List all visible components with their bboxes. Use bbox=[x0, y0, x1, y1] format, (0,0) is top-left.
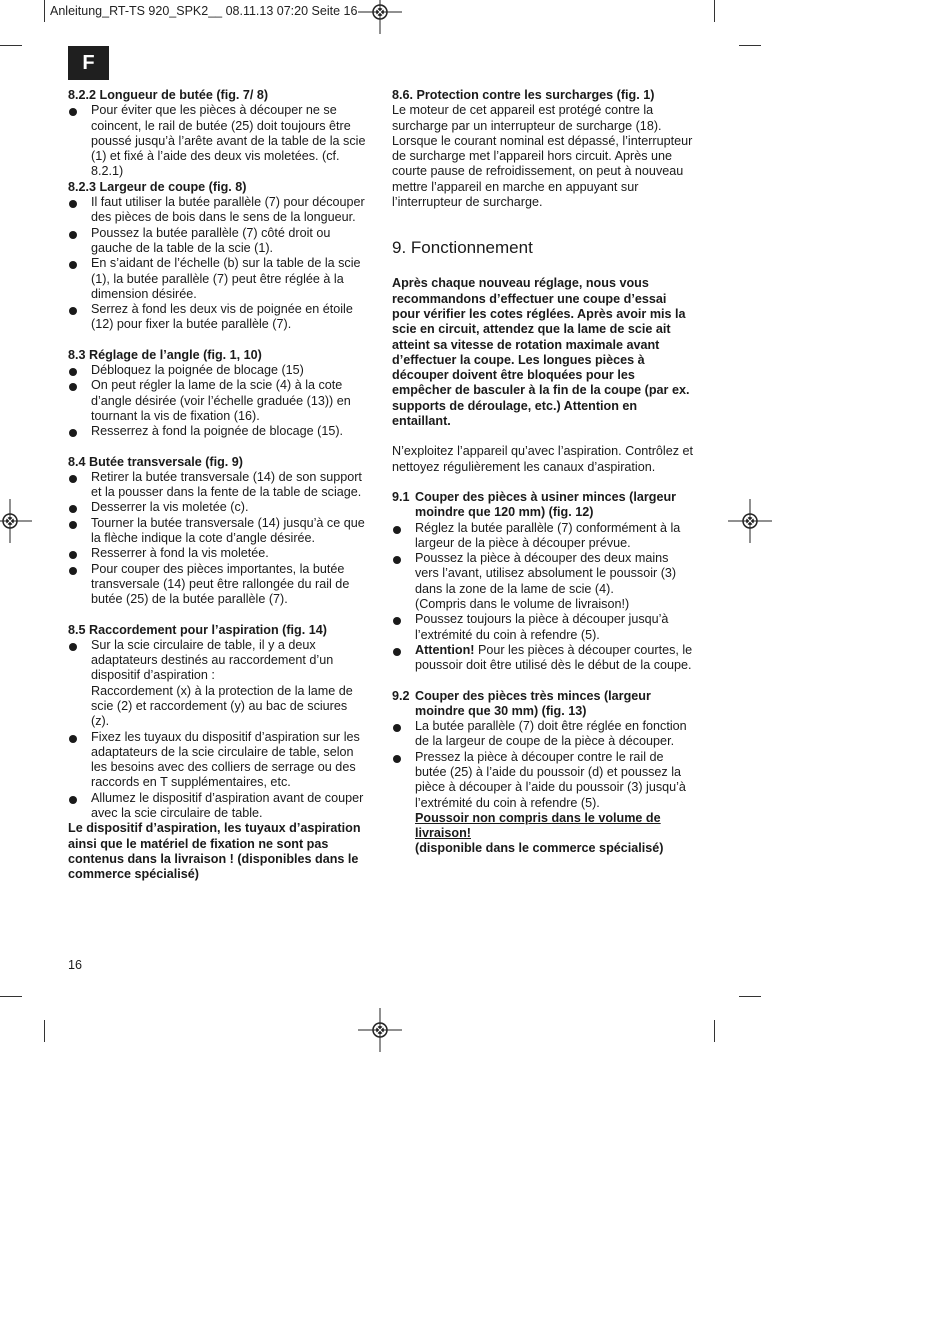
list-item: Fixez les tuyaux du dispositif d’aspiration sur les adaptateurs de la scie circulaire de table, selon les besoins avec des colliers de serrage ou des raccords en T supplémentaires, etc. bbox=[68, 730, 368, 791]
heading-text: Couper des pièces très minces (largeur moindre que 30 mm) (fig. 13) bbox=[415, 688, 651, 718]
page-number: 16 bbox=[68, 958, 83, 972]
heading-9-2 bbox=[392, 689, 694, 720]
list-item-text: Raccordement (x) à la protection de la lame de scie (2) et raccordement (y) au bac de sciures (z). bbox=[91, 683, 353, 729]
availability-note: (disponible dans le commerce spécialisé) bbox=[415, 841, 664, 856]
registration-mark-icon bbox=[0, 499, 32, 543]
underlined-note: Poussoir non compris dans le volume de livraison! bbox=[415, 810, 661, 841]
registration-mark-icon bbox=[728, 499, 772, 543]
list-item bbox=[68, 638, 368, 730]
heading-8-4: 8.4 Butée transversale (fig. 9) bbox=[68, 454, 243, 469]
list-item: Desserrer la vis moletée (c). bbox=[68, 500, 368, 515]
list-item-text: (Compris dans le volume de livraison!) bbox=[415, 597, 630, 612]
list-item: Il faut utiliser la butée parallèle (7) pour découper des pièces de bois dans le sens de la longueur. bbox=[68, 195, 368, 226]
list-item: Resserrer à fond la vis moletée. bbox=[68, 546, 368, 561]
list-item: Resserrez à fond la poignée de blocage (15). bbox=[68, 424, 368, 439]
list-item: Débloquez la poignée de blocage (15) bbox=[68, 363, 368, 378]
registration-mark-icon bbox=[358, 1008, 402, 1052]
list-item-text: Sur la scie circulaire de table, il y a deux adaptateurs destinés au raccordement d’un dispositif d’aspiration : bbox=[91, 637, 334, 683]
heading-8-6: 8.6. Protection contre les surcharges (fig. 1) bbox=[392, 88, 655, 102]
heading-8-5: 8.5 Raccordement pour l’aspiration (fig. 14) bbox=[68, 622, 327, 637]
crop-mark bbox=[0, 45, 22, 46]
list-item: Pour couper des pièces importantes, la butée transversale (14) peut être rallongée du rail de butée (25) de la butée parallèle (7). bbox=[68, 562, 368, 608]
list-item bbox=[392, 551, 694, 612]
heading-9-1 bbox=[392, 490, 694, 521]
list-item: Retirer la butée transversale (14) de son support et la pousser dans la fente de la table de sciage. bbox=[68, 470, 368, 501]
list-item-text: Pour les pièces à découper courtes, le poussoir doit être utilisé dès le début de la coupe. bbox=[415, 642, 693, 673]
heading-8-3: 8.3 Réglage de l’angle (fig. 1, 10) bbox=[68, 347, 262, 362]
list-item: Allumez le dispositif d’aspiration avant de couper avec la scie circulaire de table. bbox=[68, 791, 368, 822]
list-item: On peut régler la lame de la scie (4) à la cote d’angle désirée (voir l’échelle graduée (13)) en tournant la vis de fixation (16). bbox=[68, 378, 368, 424]
list-item: Serrez à fond les deux vis de poignée en étoile (12) pour fixer la butée parallèle (7). bbox=[68, 302, 368, 333]
list-item: En s’aidant de l’échelle (b) sur la table de la scie (1), la butée parallèle (7) peut être réglée à la dimension désirée. bbox=[68, 256, 368, 302]
list-item: La butée parallèle (7) doit être réglée en fonction de la largeur de coupe de la pièce à découper. bbox=[392, 719, 694, 750]
crop-mark bbox=[739, 45, 761, 46]
heading-8-2-2: 8.2.2 Longueur de butée (fig. 7/ 8) bbox=[68, 88, 269, 102]
paragraph: N’exploitez l’appareil qu’avec l’aspiration. Contrôlez et nettoyez régulièrement les canaux d’aspiration. bbox=[392, 444, 694, 474]
list-item bbox=[392, 750, 694, 857]
heading-number: 9.2 bbox=[392, 688, 410, 703]
paragraph: Le moteur de cet appareil est protégé contre la surcharge par un interrupteur de surcharge (18). Lorsque le courant nominal est dépassé, l’interrupteur de surcharge met l’appareil hors circuit. Après une courte pause de refroidissement, on peut à nouveau mettre l’appareil en marche en appuyant sur l’interrupteur de surcharge. bbox=[392, 103, 693, 210]
attention-label: Attention! bbox=[415, 642, 475, 657]
section-title: 9. Fonctionnement bbox=[392, 238, 533, 258]
heading-number: 9.1 bbox=[392, 489, 410, 504]
crop-mark bbox=[0, 996, 22, 997]
right-column bbox=[392, 88, 694, 857]
crop-mark bbox=[714, 1020, 715, 1042]
aspiration-note: Le dispositif d’aspiration, les tuyaux d’aspiration ainsi que le matériel de fixation ne sont pas contenus dans la livraison ! (disponibles dans le commerce spécialisé) bbox=[68, 821, 361, 882]
list-item: Poussez la butée parallèle (7) côté droit ou gauche de la table de la scie (1). bbox=[68, 226, 368, 257]
list-item-text: Pressez la pièce à découper contre le rail de butée (25) à l’aide du poussoir (d) et poussez la pièce à découper à l’aide du poussoir (3) jusqu’à l’extrémité du coin à refendre (5). bbox=[415, 749, 686, 810]
list-item: Réglez la butée parallèle (7) conformément à la largeur de la pièce à découper prévue. bbox=[392, 521, 694, 552]
list-item bbox=[392, 643, 694, 674]
crop-mark bbox=[714, 0, 715, 22]
bold-paragraph: Après chaque nouveau réglage, nous vous recommandons d’effectuer une coupe d’essai pour vérifier les cotes réglées. Après avoir mis la scie en circuit, attendez que la lame de scie ait atteint sa vitesse de rotation maximale avant d’effectuer la coupe. Les longues pièces à découper doivent être bloquées pour les empêcher de basculer à la fin de la coupe (par ex. supports de déroulage, etc.) Attention en entaillant. bbox=[392, 276, 690, 429]
print-slug: Anleitung_RT-TS 920_SPK2__ 08.11.13 07:20 Seite 16 bbox=[50, 4, 358, 18]
crop-mark bbox=[739, 996, 761, 997]
language-tab: F bbox=[68, 46, 109, 80]
left-column bbox=[68, 88, 368, 883]
heading-text: Couper des pièces à usiner minces (largeur moindre que 120 mm) (fig. 12) bbox=[415, 489, 677, 520]
registration-mark-icon bbox=[358, 0, 402, 34]
heading-8-2-3: 8.2.3 Largeur de coupe (fig. 8) bbox=[68, 179, 247, 194]
crop-mark bbox=[44, 1020, 45, 1042]
list-item-text: Poussez la pièce à découper des deux mains vers l’avant, utilisez absolument le poussoir (3) dans la zone de la lame de scie (4). bbox=[415, 551, 677, 596]
list-item: Pour éviter que les pièces à découper ne se coincent, le rail de butée (25) doit toujours être poussé jusqu’à l’arête avant de la table de la scie (1) et fixé à l’aide des deux vis moletées. (cf. 8.2.1) bbox=[68, 103, 368, 179]
list-item: Tourner la butée transversale (14) jusqu’à ce que la flèche indique la cote d’angle désirée. bbox=[68, 516, 368, 547]
list-item: Poussez toujours la pièce à découper jusqu’à l’extrémité du coin à refendre (5). bbox=[392, 612, 694, 643]
crop-mark bbox=[44, 0, 45, 22]
